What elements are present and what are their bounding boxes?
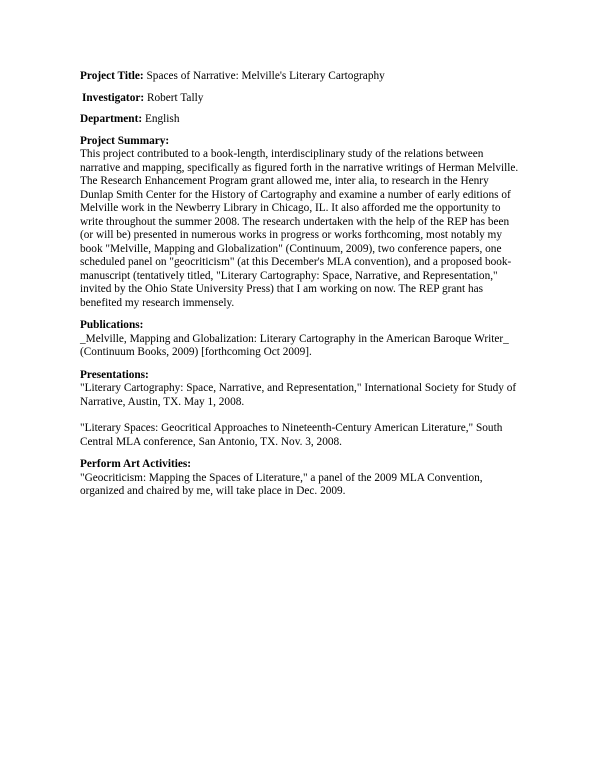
investigator-line [80,92,520,106]
presentation-item: "Literary Spaces: Geocritical Approaches to Nineteenth-Century American Literature," South Central MLA conference, San Antonio, TX. Nov. 3, 2008. [80,422,503,448]
perform-art-heading: Perform Art Activities: [80,458,192,470]
publication-item: _Melville, Mapping and Globalization: Literary Cartography in the American Baroque Writer_ (Continuum Books, 2009) [forthcoming Oct 2009]. [80,332,509,358]
project-summary-text: This project contributed to a book-length, interdisciplinary study of the relations between narrative and mapping, specifically as figured forth in the narrative writings of Herman Melville. The Research Enhancement Program grant allowed me, inter alia, to research in the Henry Dunlap Smith Center for the History of Cartography and examine a number of early editions of Melville work in the Newberry Library in Chicago, IL. It also afforded me the opportunity to write throughout the summer 2008. The research undertaken with the help of the REP has been (or will be) presented in numerous works in progress or works forthcoming, most notably my book "Melville, Mapping and Globalization" (Continuum, 2009), two conference papers, one scheduled panel on "geocriticism" (at this December's MLA convention), and a proposed book-manuscript (tentatively titled, "Literary Cartography: Space, Narrative, and Representation," invited by the Ohio State University Press) that I am working on now. The REP grant has benefited my research immensely. [80,148,519,309]
project-summary-section [80,135,520,311]
publications-section [80,319,520,360]
perform-art-item: "Geocriticism: Mapping the Spaces of Literature," a panel of the 2009 MLA Convention, organized and chaired by me, will take place in Dec. 2009. [80,471,483,497]
document-body [80,70,520,508]
presentations-heading: Presentations: [80,368,149,381]
investigator-label: Investigator: [82,91,145,104]
department-label: Department: [80,113,143,125]
publications-heading: Publications: [80,319,144,331]
project-title-value: Spaces of Narrative: Melville's Literary Cartography [146,70,385,82]
perform-art-section [80,458,520,499]
project-summary-heading: Project Summary: [80,134,170,147]
department-value: English [144,113,180,125]
project-title-line [80,70,520,84]
presentation-item: "Literary Cartography: Space, Narrative, and Representation," International Society for Study of Narrative, Austin, TX. May 1, 2008. [80,382,517,408]
project-title-label: Project Title: [80,70,144,82]
investigator-value: Robert Tally [146,91,204,104]
presentations-section [80,369,520,450]
department-line [80,113,520,127]
